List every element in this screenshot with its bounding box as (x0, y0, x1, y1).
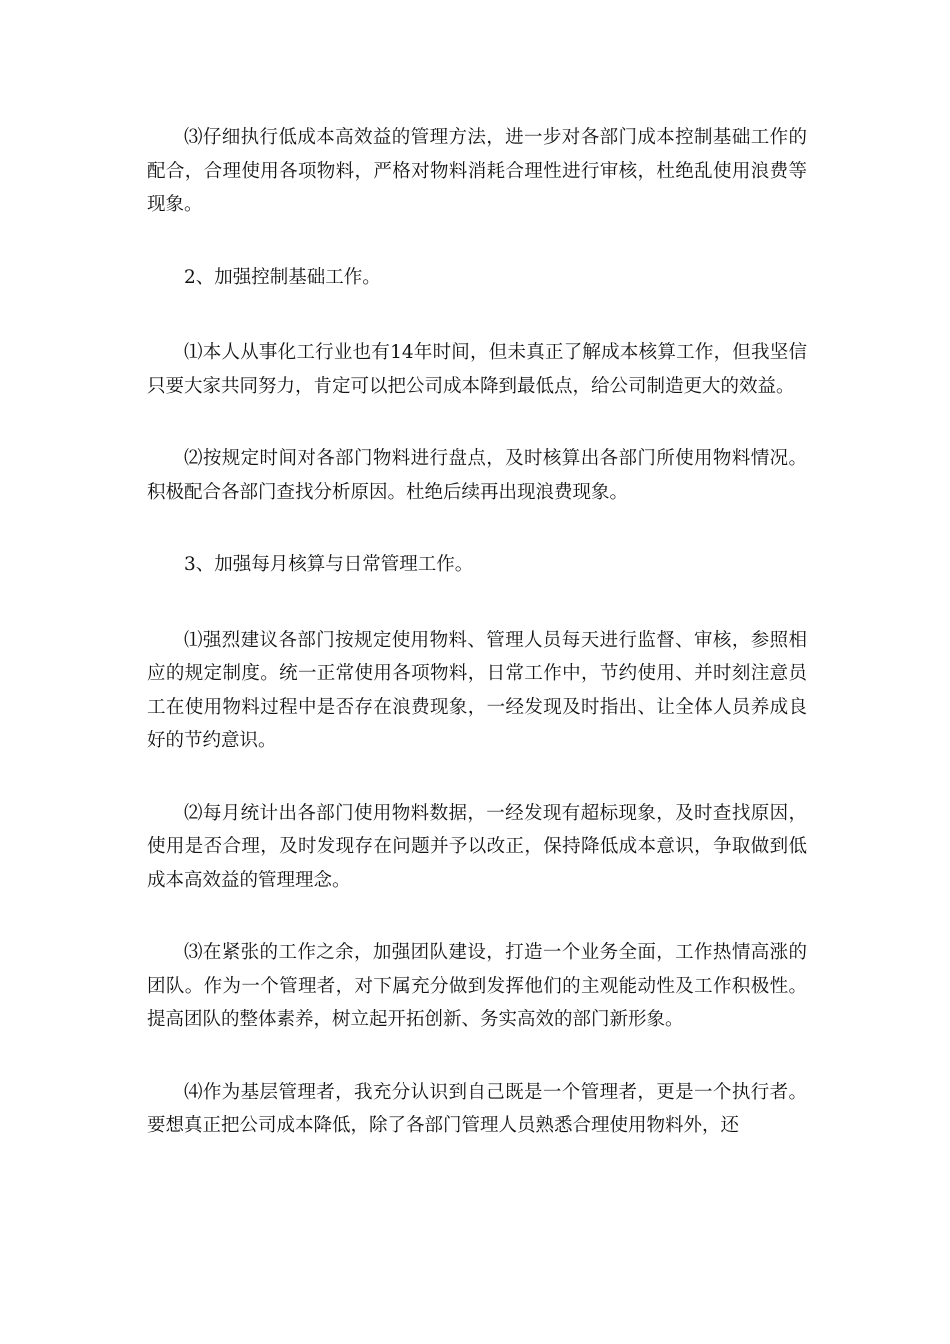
document-body (147, 121, 807, 1182)
paragraph-item-3: ⑶在紧张的工作之余，加强团队建设，打造一个业务全面，工作热情高涨的团队。作为一个管理者，对下属充分做到发挥他们的主观能动性及工作积极性。提高团队的整体素养，树立起开拓创新、务实高效的部门新形象。 (147, 942, 807, 1030)
section-heading-2: 2、加强控制基础工作。 (184, 266, 381, 288)
paragraph-item-3: ⑶仔细执行低成本高效益的管理方法，进一步对各部门成本控制基础工作的配合，合理使用各项物料，严格对物料消耗合理性进行审核，杜绝乱使用浪费等现象。 (147, 127, 807, 215)
paragraph-item-1: ⑴强烈建议各部门按规定使用物料、管理人员每天进行监督、审核，参照相应的规定制度。统一正常使用各项物料，日常工作中，节约使用、并时刻注意员工在使用物料过程中是否存在浪费现象，一经发现及时指出、让全体人员养成良好的节约意识。 (147, 629, 807, 751)
paragraph-item-1: ⑴本人从事化工行业也有14年时间，但未真正了解成本核算工作，但我坚信只要大家共同努力，肯定可以把公司成本降到最低点，给公司制造更大的效益。 (147, 342, 807, 397)
section-heading-3: 3、加强每月核算与日常管理工作。 (184, 554, 474, 575)
paragraph-item-2: ⑵每月统计出各部门使用物料数据，一经发现有超标现象，及时查找原因，使用是否合理，及时发现存在问题并予以改正，保持降低成本意识，争取做到低成本高效益的管理理念。 (147, 802, 807, 891)
paragraph-item-2: ⑵按规定时间对各部门物料进行盘点，及时核算出各部门所使用物料情况。积极配合各部门查找分析原因。杜绝后续再出现浪费现象。 (147, 448, 807, 503)
paragraph-item-4: ⑷作为基层管理者，我充分认识到自己既是一个管理者，更是一个执行者。要想真正把公司成本降低，除了各部门管理人员熟悉合理使用物料外，还 (147, 1081, 807, 1136)
